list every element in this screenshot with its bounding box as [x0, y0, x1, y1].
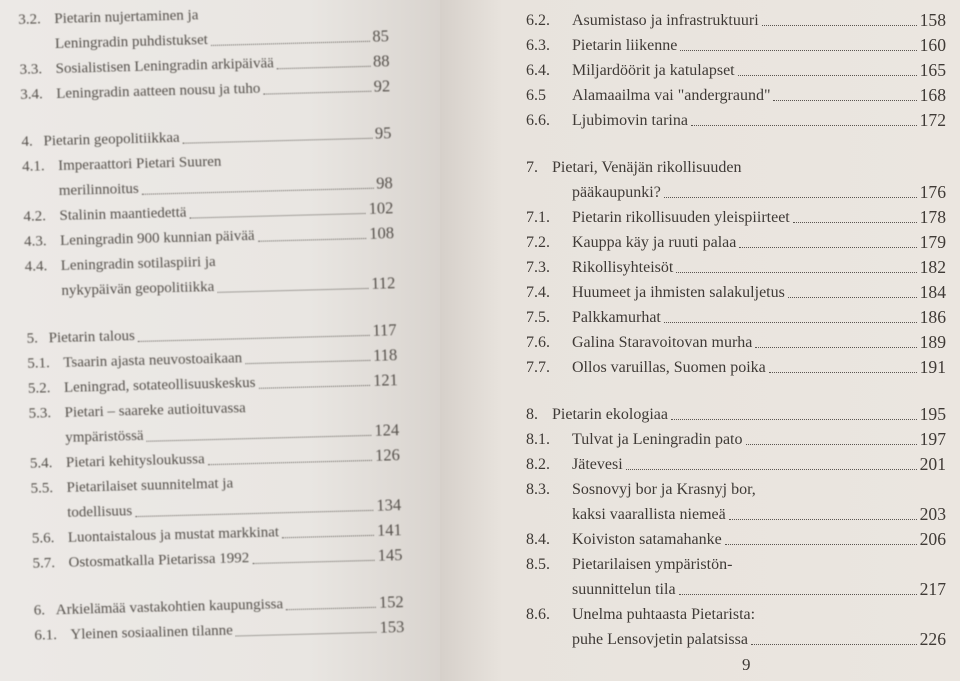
entry-title: Asumistaso ja infrastruktuuri [572, 12, 759, 29]
entry-title: Rikollisyhteisöt [572, 259, 674, 276]
entry-number: 7.6. [526, 334, 550, 351]
entry-title: nykypäivän geopolitiikka [61, 278, 215, 299]
entry-number: 4.4. [24, 258, 48, 275]
entry-number: 6.4. [526, 62, 550, 79]
entry-number: 8.6. [526, 606, 550, 623]
entry-number: 8.3. [526, 481, 550, 498]
entry-title: kaksi vaarallista niemeä [572, 506, 726, 523]
dot-leader [725, 544, 917, 545]
entry-title: suunnittelun tila [572, 581, 676, 598]
entry-title: Pietari kehitysloukussa [65, 451, 205, 471]
entry-title: Stalinin maantiedettä [59, 204, 187, 224]
dot-leader [252, 560, 374, 564]
toc-line [526, 305, 946, 330]
entry-number: 8.4. [526, 531, 550, 548]
dot-leader [217, 288, 368, 293]
toc-entry [526, 477, 946, 527]
entry-number: 5.1. [27, 355, 51, 372]
dot-leader [739, 247, 916, 248]
entry-title: Pietarin nujertaminen ja [54, 7, 199, 28]
entry-number: 3.3. [19, 61, 43, 78]
toc-entry [526, 305, 946, 330]
toc-line [526, 83, 946, 108]
entry-title: Pietarin talous [48, 328, 136, 347]
dot-leader [691, 125, 917, 126]
entry-title: Leningradin puhdistukset [54, 32, 209, 53]
dot-leader [788, 297, 917, 298]
toc-line [526, 280, 946, 305]
entry-title: todellisuus [67, 503, 133, 521]
entry-number: 8.2. [526, 456, 550, 473]
dot-leader [746, 444, 917, 445]
toc-line [526, 577, 946, 602]
entry-title: Galina Staravoitovan murha [572, 334, 753, 351]
entry-title: Pietarin rikollisuuden yleispiirteet [572, 209, 790, 226]
dot-leader [277, 66, 370, 69]
dot-leader [679, 594, 917, 595]
dot-leader [729, 519, 917, 520]
entry-number: 4.3. [23, 233, 47, 250]
entry-page: 126 [374, 445, 401, 465]
entry-page: 168 [919, 85, 946, 105]
entry-title: Tsaarin ajasta neuvostoaikaan [63, 350, 243, 371]
entry-number: 7. [526, 159, 538, 176]
entry-number: 3.4. [20, 86, 43, 103]
toc-right [526, 8, 946, 652]
entry-title: Pietarilaisen ympäristön- [572, 556, 733, 573]
toc-line [526, 230, 946, 255]
entry-page: 88 [372, 51, 390, 71]
entry-page: 112 [370, 273, 396, 293]
entry-page: 226 [919, 629, 946, 649]
entry-number: 5.7. [32, 555, 56, 572]
entry-page: 95 [374, 123, 392, 143]
toc-entry [526, 280, 946, 305]
dot-leader [245, 360, 370, 364]
entry-title: pääkaupunki? [572, 184, 661, 201]
toc-entry [526, 230, 946, 255]
entry-title: Leningradin sotilaspiiri ja [60, 253, 216, 274]
dot-leader [208, 460, 372, 465]
entry-number: 5.6. [31, 530, 55, 547]
entry-number: 7.3. [526, 259, 550, 276]
dot-leader [751, 644, 917, 645]
entry-number: 7.1. [526, 209, 550, 226]
entry-page: 195 [919, 404, 946, 424]
entry-number: 7.4. [526, 284, 550, 301]
entry-number: 7.2. [526, 234, 550, 251]
dot-leader [147, 435, 372, 442]
entry-number: 5. [26, 330, 39, 347]
dot-leader [680, 50, 916, 51]
entry-number: 4. [21, 133, 33, 150]
entry-page: 117 [372, 320, 397, 340]
toc-entry [526, 527, 946, 552]
dot-leader [626, 469, 917, 470]
dot-leader [793, 222, 917, 223]
toc-entry [526, 552, 946, 602]
toc-line [526, 255, 946, 280]
dot-leader [258, 238, 367, 242]
toc-entry [526, 255, 946, 280]
toc-line [526, 180, 946, 205]
entry-page: 197 [919, 429, 946, 449]
toc-chapter [526, 402, 946, 427]
entry-page: 153 [379, 617, 405, 637]
page-number: 9 [742, 655, 751, 674]
entry-page: 118 [372, 345, 398, 365]
dot-leader [671, 419, 917, 420]
toc-entry [526, 33, 946, 58]
dot-leader [738, 75, 917, 76]
toc-line [526, 8, 946, 33]
entry-page: 217 [919, 579, 946, 599]
dot-leader [664, 322, 917, 323]
entry-title: Luontaistalous ja mustat markkinat [67, 524, 280, 546]
entry-number: 6.2. [526, 12, 550, 29]
entry-page: 184 [919, 282, 946, 302]
entry-title: Huumeet ja ihmisten salakuljetus [572, 284, 785, 301]
toc-line [526, 330, 946, 355]
entry-page: 186 [919, 307, 946, 327]
entry-page: 141 [376, 520, 403, 540]
dot-leader [676, 272, 916, 273]
entry-title: Leningrad, sotateollisuuskeskus [63, 374, 256, 396]
toc-line [526, 452, 946, 477]
dot-leader [773, 100, 916, 101]
toc-line [526, 33, 946, 58]
entry-title: Alamaailma vai "andergraund" [572, 87, 771, 104]
spacer [526, 133, 946, 155]
right-page [440, 0, 960, 681]
entry-number: 6. [33, 602, 46, 619]
entry-title: merilinnoitus [58, 180, 139, 199]
entry-number: 8.1. [526, 431, 550, 448]
entry-number: 3.2. [18, 11, 42, 28]
dot-leader [135, 510, 373, 517]
entry-title: Palkkamurhat [572, 309, 661, 326]
dot-leader [259, 385, 371, 389]
entry-number: 4.2. [23, 208, 47, 225]
entry-number: 6.1. [34, 627, 58, 644]
entry-number: 8.5. [526, 556, 550, 573]
entry-page: 178 [919, 207, 946, 227]
toc-entry [526, 330, 946, 355]
toc-entry [526, 452, 946, 477]
dot-leader [138, 335, 370, 342]
entry-page: 85 [372, 26, 390, 46]
entry-title: Pietari, Venäjän rikollisuuden [552, 159, 742, 176]
entry-title: Leningradin aatteen nousu ja tuho [56, 80, 261, 103]
toc-line [526, 58, 946, 83]
toc-line [526, 602, 946, 627]
entry-page: 172 [919, 110, 946, 130]
entry-title: Imperaattori Pietari Suuren [57, 153, 222, 175]
entry-title: Sosnovyj bor ja Krasnyj bor, [572, 481, 756, 498]
entry-title: Tulvat ja Leningradin pato [572, 431, 743, 448]
entry-page: 145 [377, 545, 403, 565]
dot-leader [263, 91, 370, 95]
toc-line [526, 402, 946, 427]
entry-title: Sosialistisen Leningradin arkipäivää [55, 55, 275, 78]
entry-title: Ollos varuillas, Suomen poika [572, 359, 766, 376]
entry-page: 102 [368, 198, 394, 218]
entry-title: Leningradin 900 kunnian päivää [59, 227, 255, 249]
toc-line [526, 477, 946, 502]
entry-page: 182 [919, 257, 946, 277]
entry-page: 98 [375, 173, 393, 193]
entry-page: 158 [919, 10, 946, 30]
entry-page: 124 [374, 420, 400, 440]
entry-page: 92 [373, 76, 391, 96]
toc-chapter [526, 155, 946, 205]
dot-leader [211, 41, 370, 46]
toc-line [526, 427, 946, 452]
entry-number: 5.5. [30, 480, 54, 497]
toc-entry [526, 427, 946, 452]
entry-page: 134 [376, 495, 402, 515]
entry-title: ympäristössä [65, 427, 144, 446]
toc-entry [526, 355, 946, 380]
toc-entry [526, 8, 946, 33]
entry-page: 201 [919, 454, 946, 474]
entry-title: Pietari – saareke autioituvassa [64, 400, 246, 421]
toc-line [526, 355, 946, 380]
dot-leader [236, 632, 377, 637]
entry-title: Pietarin liikenne [572, 37, 678, 54]
toc-entry [526, 58, 946, 83]
dot-leader [769, 372, 917, 373]
toc-line [526, 627, 946, 652]
spacer [526, 380, 946, 402]
dot-leader [183, 138, 372, 144]
entry-page: 152 [378, 592, 404, 612]
dot-leader [664, 197, 917, 198]
dot-leader [762, 25, 917, 26]
entry-title: Jätevesi [572, 456, 623, 473]
entry-page: 179 [919, 232, 946, 252]
toc-line [526, 108, 946, 133]
entry-number: 5.4. [29, 455, 53, 472]
entry-title: Koiviston satamahanke [572, 531, 722, 548]
entry-title: Ljubimovin tarina [572, 112, 688, 129]
dot-leader [755, 347, 916, 348]
dot-leader [286, 607, 376, 610]
entry-number: 4.1. [21, 158, 45, 175]
dot-leader [190, 213, 366, 219]
entry-title: Kauppa käy ja ruuti palaa [572, 234, 737, 251]
entry-title: Yleinen sosiaalinen tilanne [70, 622, 234, 643]
entry-number: 5.2. [27, 380, 51, 397]
entry-number: 5.3. [28, 405, 52, 422]
entry-title: Ostosmatkalla Pietarissa 1992 [68, 550, 250, 571]
toc-line [526, 205, 946, 230]
entry-number: 6.3. [526, 37, 550, 54]
toc-entry [526, 83, 946, 108]
entry-title: Unelma puhtaasta Pietarista: [572, 606, 756, 623]
toc-entry [526, 108, 946, 133]
toc-entry [526, 205, 946, 230]
toc-entry [526, 602, 946, 652]
entry-number: 7.7. [526, 359, 550, 376]
left-page [0, 0, 440, 681]
toc-line [526, 552, 946, 577]
entry-page: 165 [919, 60, 946, 80]
entry-title: Pietarin ekologiaa [552, 406, 668, 423]
toc-line [526, 527, 946, 552]
entry-title: Pietarilaiset suunnitelmat ja [66, 475, 234, 496]
entry-title: Pietarin geopolitiikkaa [43, 129, 180, 150]
entry-page: 206 [919, 529, 946, 549]
entry-page: 160 [919, 35, 946, 55]
entry-title: Arkielämää vastakohtien kaupungissa [55, 596, 284, 619]
entry-title: Miljardöörit ja katulapset [572, 62, 735, 79]
toc-left [18, 0, 405, 649]
entry-page: 176 [919, 182, 946, 202]
entry-page: 191 [919, 357, 946, 377]
entry-page: 108 [369, 223, 395, 243]
entry-page: 203 [919, 504, 946, 524]
entry-page: 189 [919, 332, 946, 352]
entry-number: 6.6. [526, 112, 550, 129]
toc-line [526, 502, 946, 527]
entry-number: 8. [526, 406, 538, 423]
entry-page: 121 [372, 370, 399, 390]
dot-leader [282, 535, 374, 538]
toc-line [526, 155, 946, 180]
entry-number: 7.5. [526, 309, 550, 326]
entry-title: puhe Lensovjetin palatsissa [572, 631, 748, 648]
entry-number: 6.5 [526, 87, 546, 104]
dot-leader [142, 188, 373, 195]
